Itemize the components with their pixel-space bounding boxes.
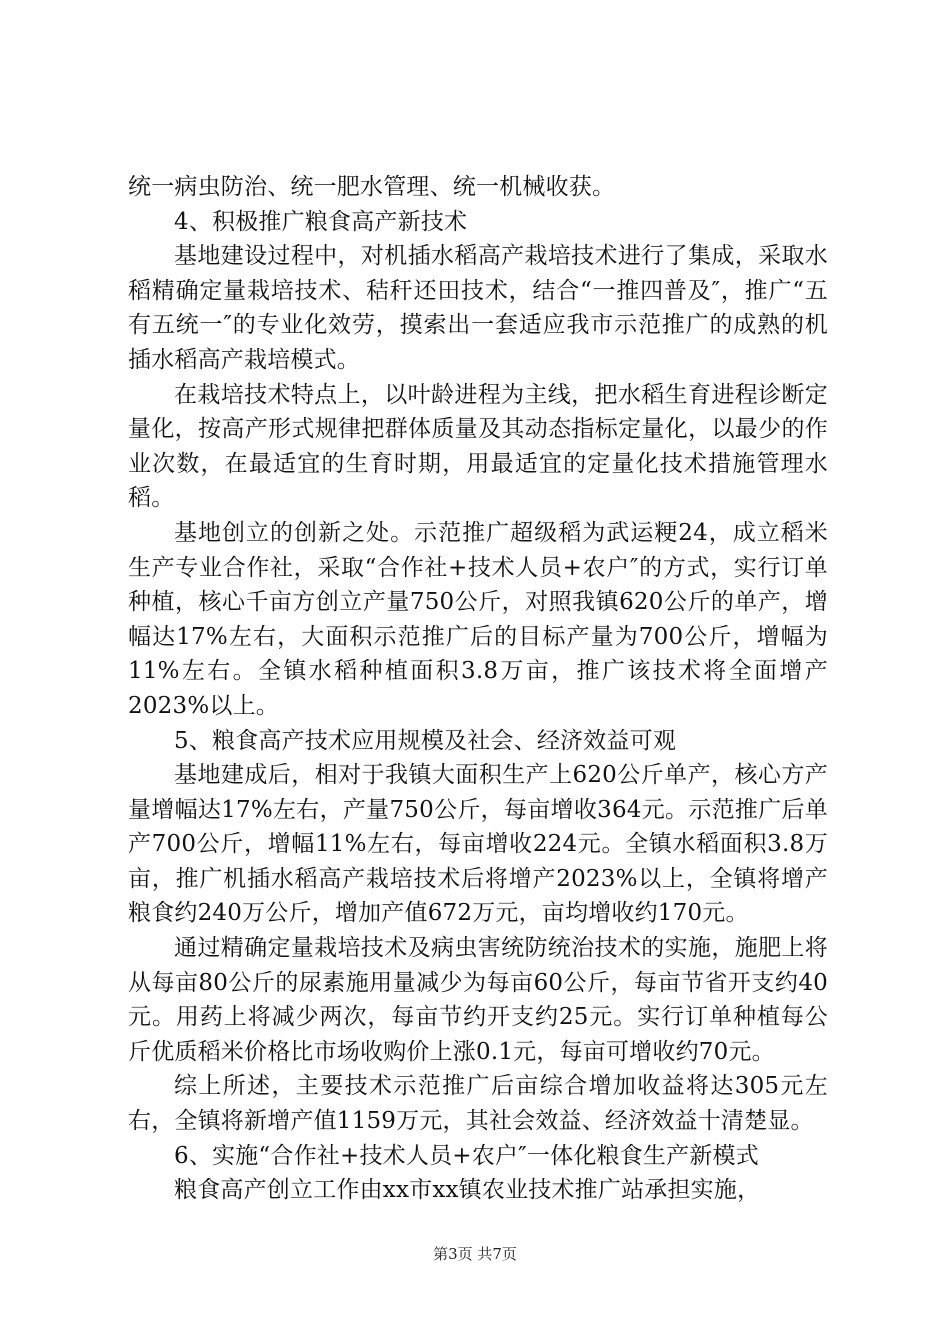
paragraph: 通过精确定量栽培技术及病虫害统防统治技术的实施，施肥上将从每亩80公斤的尿素施用量减少为每亩60公斤，每亩节省开支约40元。用药上将减少两次，每亩节约开支约25元。实行订单种植每公斤优质稻米价格比市场收购价上涨0.1元，每亩可增收约70元。 (128, 935, 828, 1065)
page-number-footer: 第3页 共7页 (433, 1245, 517, 1263)
paragraph: 综上所述，主要技术示范推广后亩综合增加收益将达305元左右，全镇将新增产值1159万元，其社会效益、经济效益十清楚显。 (128, 1073, 828, 1135)
paragraph: 在栽培技术特点上，以叶龄进程为主线，把水稻生育进程诊断定量化，按高产形式规律把群体质量及其动态指标定量化，以最少的作业次数，在最适宜的生育时期，用最适宜的定量化技术措施管理水稻。 (128, 381, 828, 512)
paragraph: 粮食高产创立工作由xx市xx镇农业技术推广站承担实施， (174, 1177, 761, 1204)
section-heading-5: 5、粮食高产技术应用规模及社会、经济效益可观 (174, 727, 677, 754)
section-heading-4: 4、积极推广粮食高产新技术 (174, 208, 468, 235)
paragraph: 基地建设过程中，对机插水稻高产栽培技术进行了集成，采取水稻精确定量栽培技术、秸秆还田技术，结合“一推四普及″，推广“五有五统一″的专业化效劳，摸索出一套适应我市示范推广的成熟的机插水稻高产栽培模式。 (128, 243, 828, 373)
paragraph: 基地创立的创新之处。示范推广超级稻为武运粳24，成立稻米生产专业合作社，采取“合作社+技术人员+农户″的方式，实行订单种植，核心千亩方创立产量750公斤，对照我镇620公斤的单产，增幅达17%左右，大面积示范推广后的目标产量为700公斤，增幅为11%左右。全镇水稻种植面积3.8万亩，推广该技术将全面增产2023%以上。 (128, 519, 828, 719)
paragraph-continuation: 统一病虫防治、统一肥水管理、统一机械收获。 (128, 174, 616, 200)
section-heading-6: 6、实施“合作社+技术人员+农户″一体化粮食生产新模式 (174, 1142, 759, 1169)
paragraph: 基地建成后，相对于我镇大面积生产上620公斤单产，核心方产量增幅达17%左右，产量750公斤，每亩增收364元。示范推广后单产700公斤，增幅11%左右，每亩增收224元。全镇水稻面积3.8万亩，推广机插水稻高产栽培技术后将增产2023%以上，全镇将增产粮食约240万公斤，增加产值672万元，亩均增收约170元。 (128, 762, 828, 927)
document-body (128, 170, 828, 1208)
